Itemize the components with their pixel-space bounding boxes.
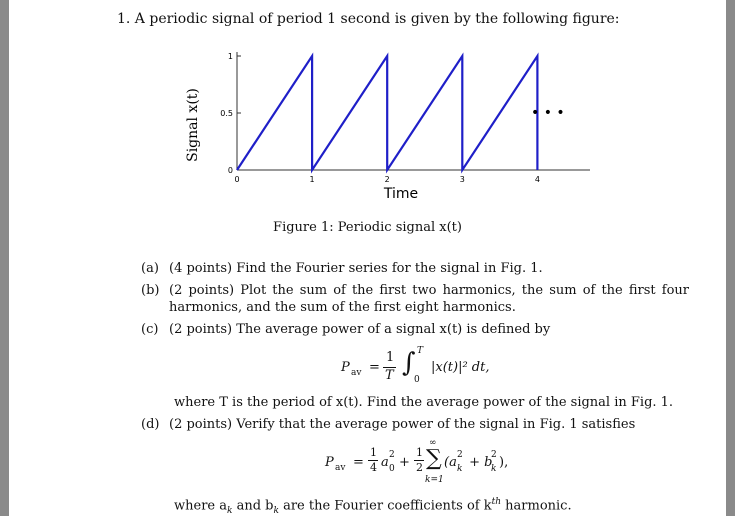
eq2-term-b-sup: 2 xyxy=(491,450,497,460)
eq2-p: P xyxy=(325,455,334,470)
x-tick-label: 4 xyxy=(534,175,540,184)
part-a-tag: (a) xyxy=(141,261,159,276)
eq2-term-a-sup: 2 xyxy=(457,450,463,460)
eq1-den: T xyxy=(385,368,394,383)
after-d-part2: and b xyxy=(232,498,274,514)
eq1-upper: T xyxy=(417,346,424,356)
eq2-sub: av xyxy=(335,463,346,473)
after-d-part4: harmonic. xyxy=(501,498,572,514)
eq2-a0-sup: 2 xyxy=(389,450,395,460)
eq2-f2-den: 2 xyxy=(416,461,423,474)
sawtooth-line xyxy=(237,56,537,170)
parseval-equation xyxy=(325,440,525,486)
part-c-tag: (c) xyxy=(141,322,159,337)
eq2-f1-den: 4 xyxy=(370,461,377,474)
eq2-sum-lower: k=1 xyxy=(425,475,444,485)
part-b-tag: (b) xyxy=(141,283,160,298)
y-tick-label: 0 xyxy=(227,166,233,175)
part-c-text: (2 points) The average power of a signal x(t) is defined by xyxy=(169,322,551,337)
document-page xyxy=(9,0,726,516)
after-c-text: where T is the period of x(t). Find the average power of the signal in Fig. 1. xyxy=(174,395,674,410)
x-tick-label: 3 xyxy=(459,175,465,184)
after-d-k1: k xyxy=(226,505,233,516)
eq1-num: 1 xyxy=(386,350,395,365)
x-tick-label: 2 xyxy=(384,175,390,184)
part-d-text: (2 points) Verify that the average power of the signal in Fig. 1 satisfies xyxy=(169,417,636,432)
x-tick-label: 1 xyxy=(309,175,315,184)
eq2-term-a-sub: k xyxy=(457,464,463,474)
eq2-sum-upper: ∞ xyxy=(429,438,437,448)
eq2-term-b: + b xyxy=(465,455,493,470)
summation-sign: ∑ xyxy=(426,446,442,471)
eq1-lower: 0 xyxy=(414,375,420,385)
after-d-th: th xyxy=(491,497,502,507)
continuation-ellipsis: • • • xyxy=(531,105,565,121)
average-power-integral xyxy=(341,348,541,388)
eq2-f1-num: 1 xyxy=(370,446,377,459)
x-tick-label: 0 xyxy=(234,175,240,184)
y-tick-label: 1 xyxy=(227,52,233,61)
problem-title: 1. A periodic signal of period 1 second is given by the following figure: xyxy=(117,11,620,27)
eq2-f2-num: 1 xyxy=(416,446,423,459)
part-d-tag: (d) xyxy=(141,417,160,432)
y-axis-label: Signal x(t) xyxy=(185,88,201,162)
sawtooth-plot xyxy=(179,40,599,210)
left-gray-margin xyxy=(0,0,9,516)
eq1-p: P xyxy=(341,360,350,375)
after-d-part1: where a xyxy=(174,498,227,514)
eq2-term-a: (a xyxy=(444,455,457,470)
x-axis-label: Time xyxy=(383,186,419,202)
integral-sign: ∫ xyxy=(402,348,416,378)
after-d-part3: are the Fourier coefficients of k xyxy=(278,498,492,514)
eq2-equals: = xyxy=(353,455,364,470)
figure-caption: Figure 1: Periodic signal x(t) xyxy=(273,220,462,235)
after-d-text xyxy=(174,497,572,516)
part-a-text: (4 points) Find the Fourier series for the signal in Fig. 1. xyxy=(169,261,543,276)
y-tick-label: 0.5 xyxy=(220,109,233,118)
sawtooth-figure xyxy=(179,40,599,210)
right-gray-margin xyxy=(726,0,735,516)
eq2-close: ), xyxy=(499,455,509,470)
eq1-sub: av xyxy=(351,368,362,378)
eq2-a0-sub: 0 xyxy=(389,464,395,474)
eq2-a0: a xyxy=(381,455,389,470)
plot-series xyxy=(237,56,537,170)
eq2-term-b-sub: k xyxy=(491,464,497,474)
eq1-integrand: |x(t)|² dt, xyxy=(431,360,490,375)
after-d-k2: k xyxy=(273,505,279,516)
part-b-text: (2 points) Plot the sum of the first two harmonics, the sum of the first four harmonics, and the sum of the first eight harmonics. xyxy=(169,283,689,315)
eq2-plus: + xyxy=(399,455,410,470)
eq1-equals: = xyxy=(369,360,380,375)
